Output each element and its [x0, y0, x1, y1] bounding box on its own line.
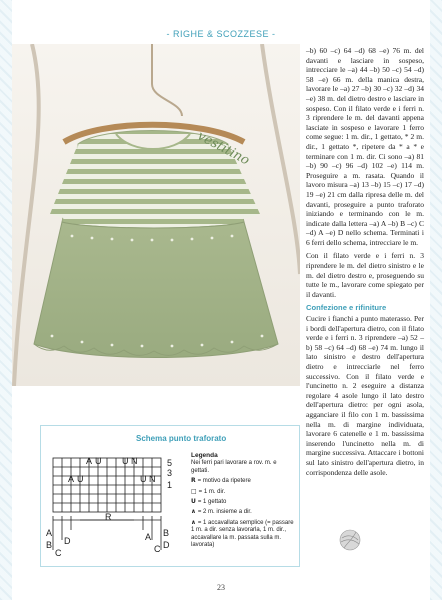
legend-title: Legenda — [191, 452, 218, 459]
chart-title: Schema punto traforato — [136, 434, 227, 443]
legend-subtitle: Nei ferri pari lavorare a rov. m. e gettati. — [191, 460, 277, 474]
size-letter: A — [46, 528, 53, 538]
size-letter: D — [163, 540, 170, 550]
size-letter: B — [46, 540, 53, 550]
row-number: 3 — [167, 468, 173, 478]
product-photo — [12, 44, 300, 386]
stitch-mark: U — [122, 456, 129, 466]
page-edge-pattern — [0, 0, 12, 600]
stitch-grid — [45, 450, 185, 565]
row-number: 1 — [167, 480, 173, 490]
stitch-mark: U — [140, 474, 147, 484]
page-number: 23 — [217, 583, 225, 592]
size-letter: C — [55, 548, 62, 558]
size-letter: C — [154, 544, 161, 554]
dress-illustration — [12, 44, 300, 386]
yarn-ball-icon — [338, 528, 362, 552]
stitch-mark: A — [68, 474, 75, 484]
stitch-mark: N — [149, 474, 156, 484]
legend-item: ∧ = 2 m. insieme a dir. — [191, 508, 252, 516]
row-number: 5 — [167, 458, 173, 468]
legend-item: U = 1 gettato — [191, 498, 227, 506]
legend-item: □ = 1 m. dir. — [191, 487, 226, 495]
stitch-mark: A — [86, 456, 93, 466]
page-edge-pattern — [430, 0, 442, 600]
instruction-paragraph: Con il filato verde e i ferri n. 3 riprendere le m. del dietro sinistro e le m. del dietro destro e, proseguendo su tutte le m., lavorare come spiegato per il davanti. — [306, 251, 424, 299]
page-header — [12, 0, 430, 44]
chart-legend — [191, 452, 295, 551]
instruction-paragraph: Cucire i fianchi a punto materasso. Per i bordi dell'apertura dietro, con il filato verde e i ferri n. 3 riprendere –a) 52 –b) 58 –c) 64 –d) 68 –e) 74 m. lungo il lato sinistro e destro dell'apertura dietro e intrecciarle nel ferro successivo. Con il filato verde e l'uncinetto n. 2 eseguire a distanza regolare 4 asole lungo il lato destro dell'apertura dietro: per ogni asola, agganciare il filo con 1 m. bassissima nella m. di margine individuata, lavorare 6 catenelle e 1 m. bassissima inserendo l'uncinetto nella m. di margine successiva. Attaccare i bottoni sul lato sinistro dell'apertura dietro, in corrispondenza delle asole. — [306, 314, 424, 477]
stitch-mark: N — [131, 456, 138, 466]
stitch-mark: U — [77, 474, 84, 484]
repeat-label: R — [105, 512, 112, 522]
section-title: - RIGHE & SCOZZESE - — [166, 29, 276, 39]
instruction-paragraph: –b) 60 –c) 64 –d) 68 –e) 76 m. del davanti e lasciare in sospeso, intrecciare le –a) 44 –b) 50 –c) 54 –d) 58 –e) 66 m. della manica destra, lavorare le –a) 27 –b) 30 –c) 32 –d) 34 –e) 38 m. del dietro destro e lasciare in sospeso. Con il filato verde e i ferri n. 3 riprendere le m. del davanti appena lasciate in sospeso e lavorare 1 ferro come segue: 1 m. dir., 1 gettato, * 2 m. dir., 1 gettato *, ripetere da * a * e terminare con 1 m. dir. Ci sono –a) 81 –b) 90 –c) 96 –d) 102 –e) 114 m. Proseguire a m. rasata. Quando il lavoro misura –a) 13 –b) 15 –c) 17 –d) 19 –e) 21 cm dalla ripresa delle m. del davanti, proseguire a punto traforato iniziando e terminando con le m. indicate dalla lettera –a) A –b) B –c) C –d) A –e) D nello schema. Terminati i 6 ferri dello schema, intrecciare le m. — [306, 46, 424, 247]
legend-item: R = motivo da ripetere — [191, 477, 251, 485]
stitch-chart-box — [40, 425, 300, 567]
pattern-instructions — [306, 46, 424, 481]
stitch-mark: U — [95, 456, 102, 466]
size-letter: A — [145, 532, 152, 542]
legend-item: ∧ = 1 accavallata semplice (= passare 1 m. a dir. senza lavorarla, 1 m. dir., accavallare la m. passata sulla m. lavorata) — [191, 518, 294, 549]
size-letter: B — [163, 528, 170, 538]
size-letter: D — [64, 536, 71, 546]
section-heading: Confezione e rifiniture — [306, 303, 387, 313]
photo-caption: vestitino — [194, 128, 252, 169]
